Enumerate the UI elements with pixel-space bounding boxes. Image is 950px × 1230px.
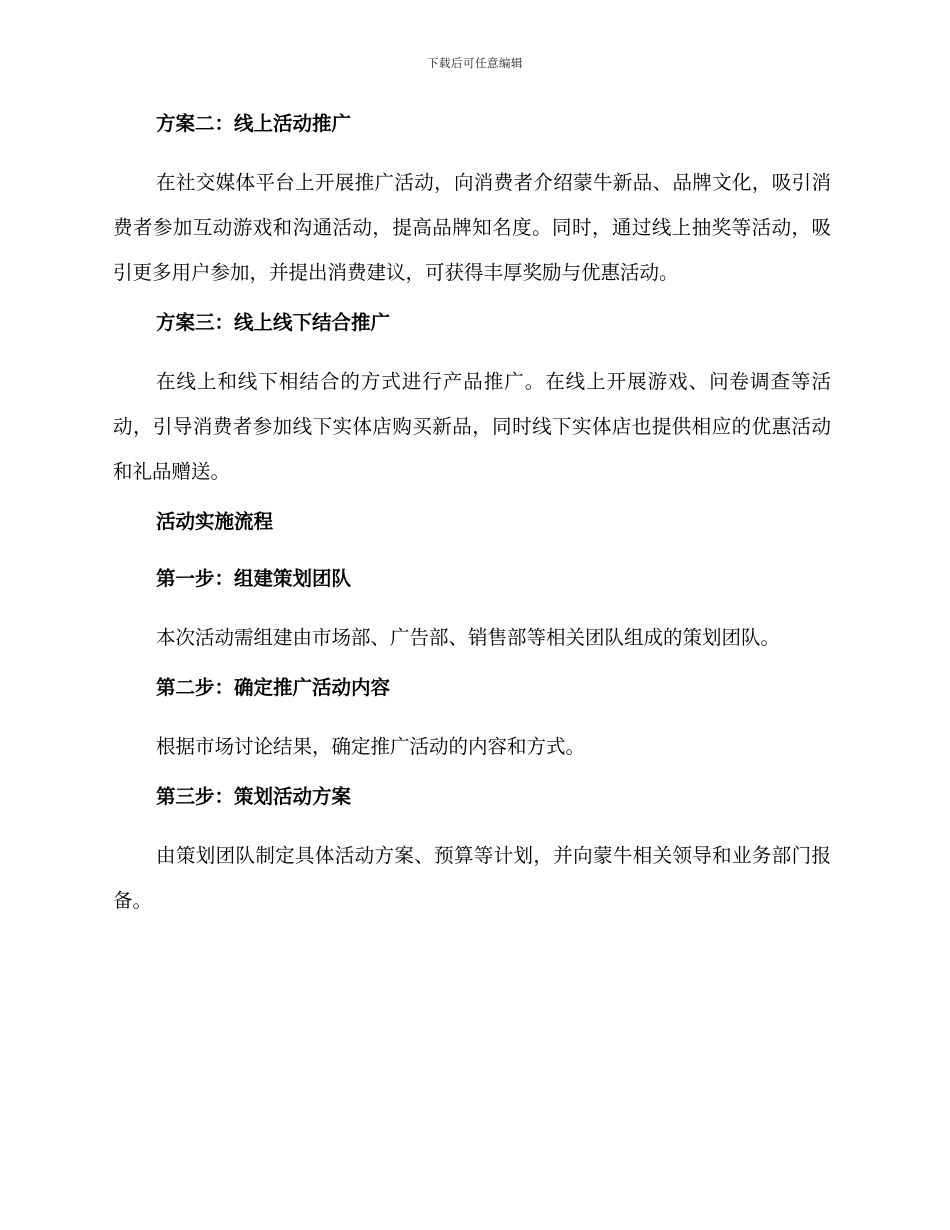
paragraph-step-two: 根据市场讨论结果，确定推广活动的内容和方式。 bbox=[156, 735, 586, 758]
section-heading-plan-two: 方案二：线上活动推广 bbox=[156, 112, 352, 135]
paragraph-step-one: 本次活动需组建由市场部、广告部、销售部等相关团队组成的策划团队。 bbox=[156, 626, 781, 649]
section-heading-plan-three: 方案三：线上线下结合推广 bbox=[156, 311, 391, 334]
step-heading-two: 第二步：确定推广活动内容 bbox=[156, 676, 391, 699]
step-heading-one: 第一步：组建策划团队 bbox=[156, 567, 352, 590]
paragraph-plan-two: 在社交媒体平台上开展推广活动，向消费者介绍蒙牛新品、品牌文化，吸引消费者参加互动游戏和沟通活动，提高品牌知名度。同时，通过线上抽奖等活动，吸引更多用户参加，并提出消费建议，可获得丰厚奖励与优惠活动。 bbox=[113, 171, 831, 284]
page-header-note: 下载后可任意编辑 bbox=[427, 56, 523, 70]
paragraph-plan-three: 在线上和线下相结合的方式进行产品推广。在线上开展游戏、问卷调查等活动，引导消费者参加线下实体店购买新品，同时线下实体店也提供相应的优惠活动和礼品赠送。 bbox=[113, 370, 831, 483]
step-heading-three: 第三步：策划活动方案 bbox=[156, 785, 352, 808]
paragraph-step-three: 由策划团队制定具体活动方案、预算等计划，并向蒙牛相关领导和业务部门报备。 bbox=[113, 844, 831, 912]
section-heading-process: 活动实施流程 bbox=[156, 510, 274, 533]
document-body bbox=[113, 109, 831, 923]
